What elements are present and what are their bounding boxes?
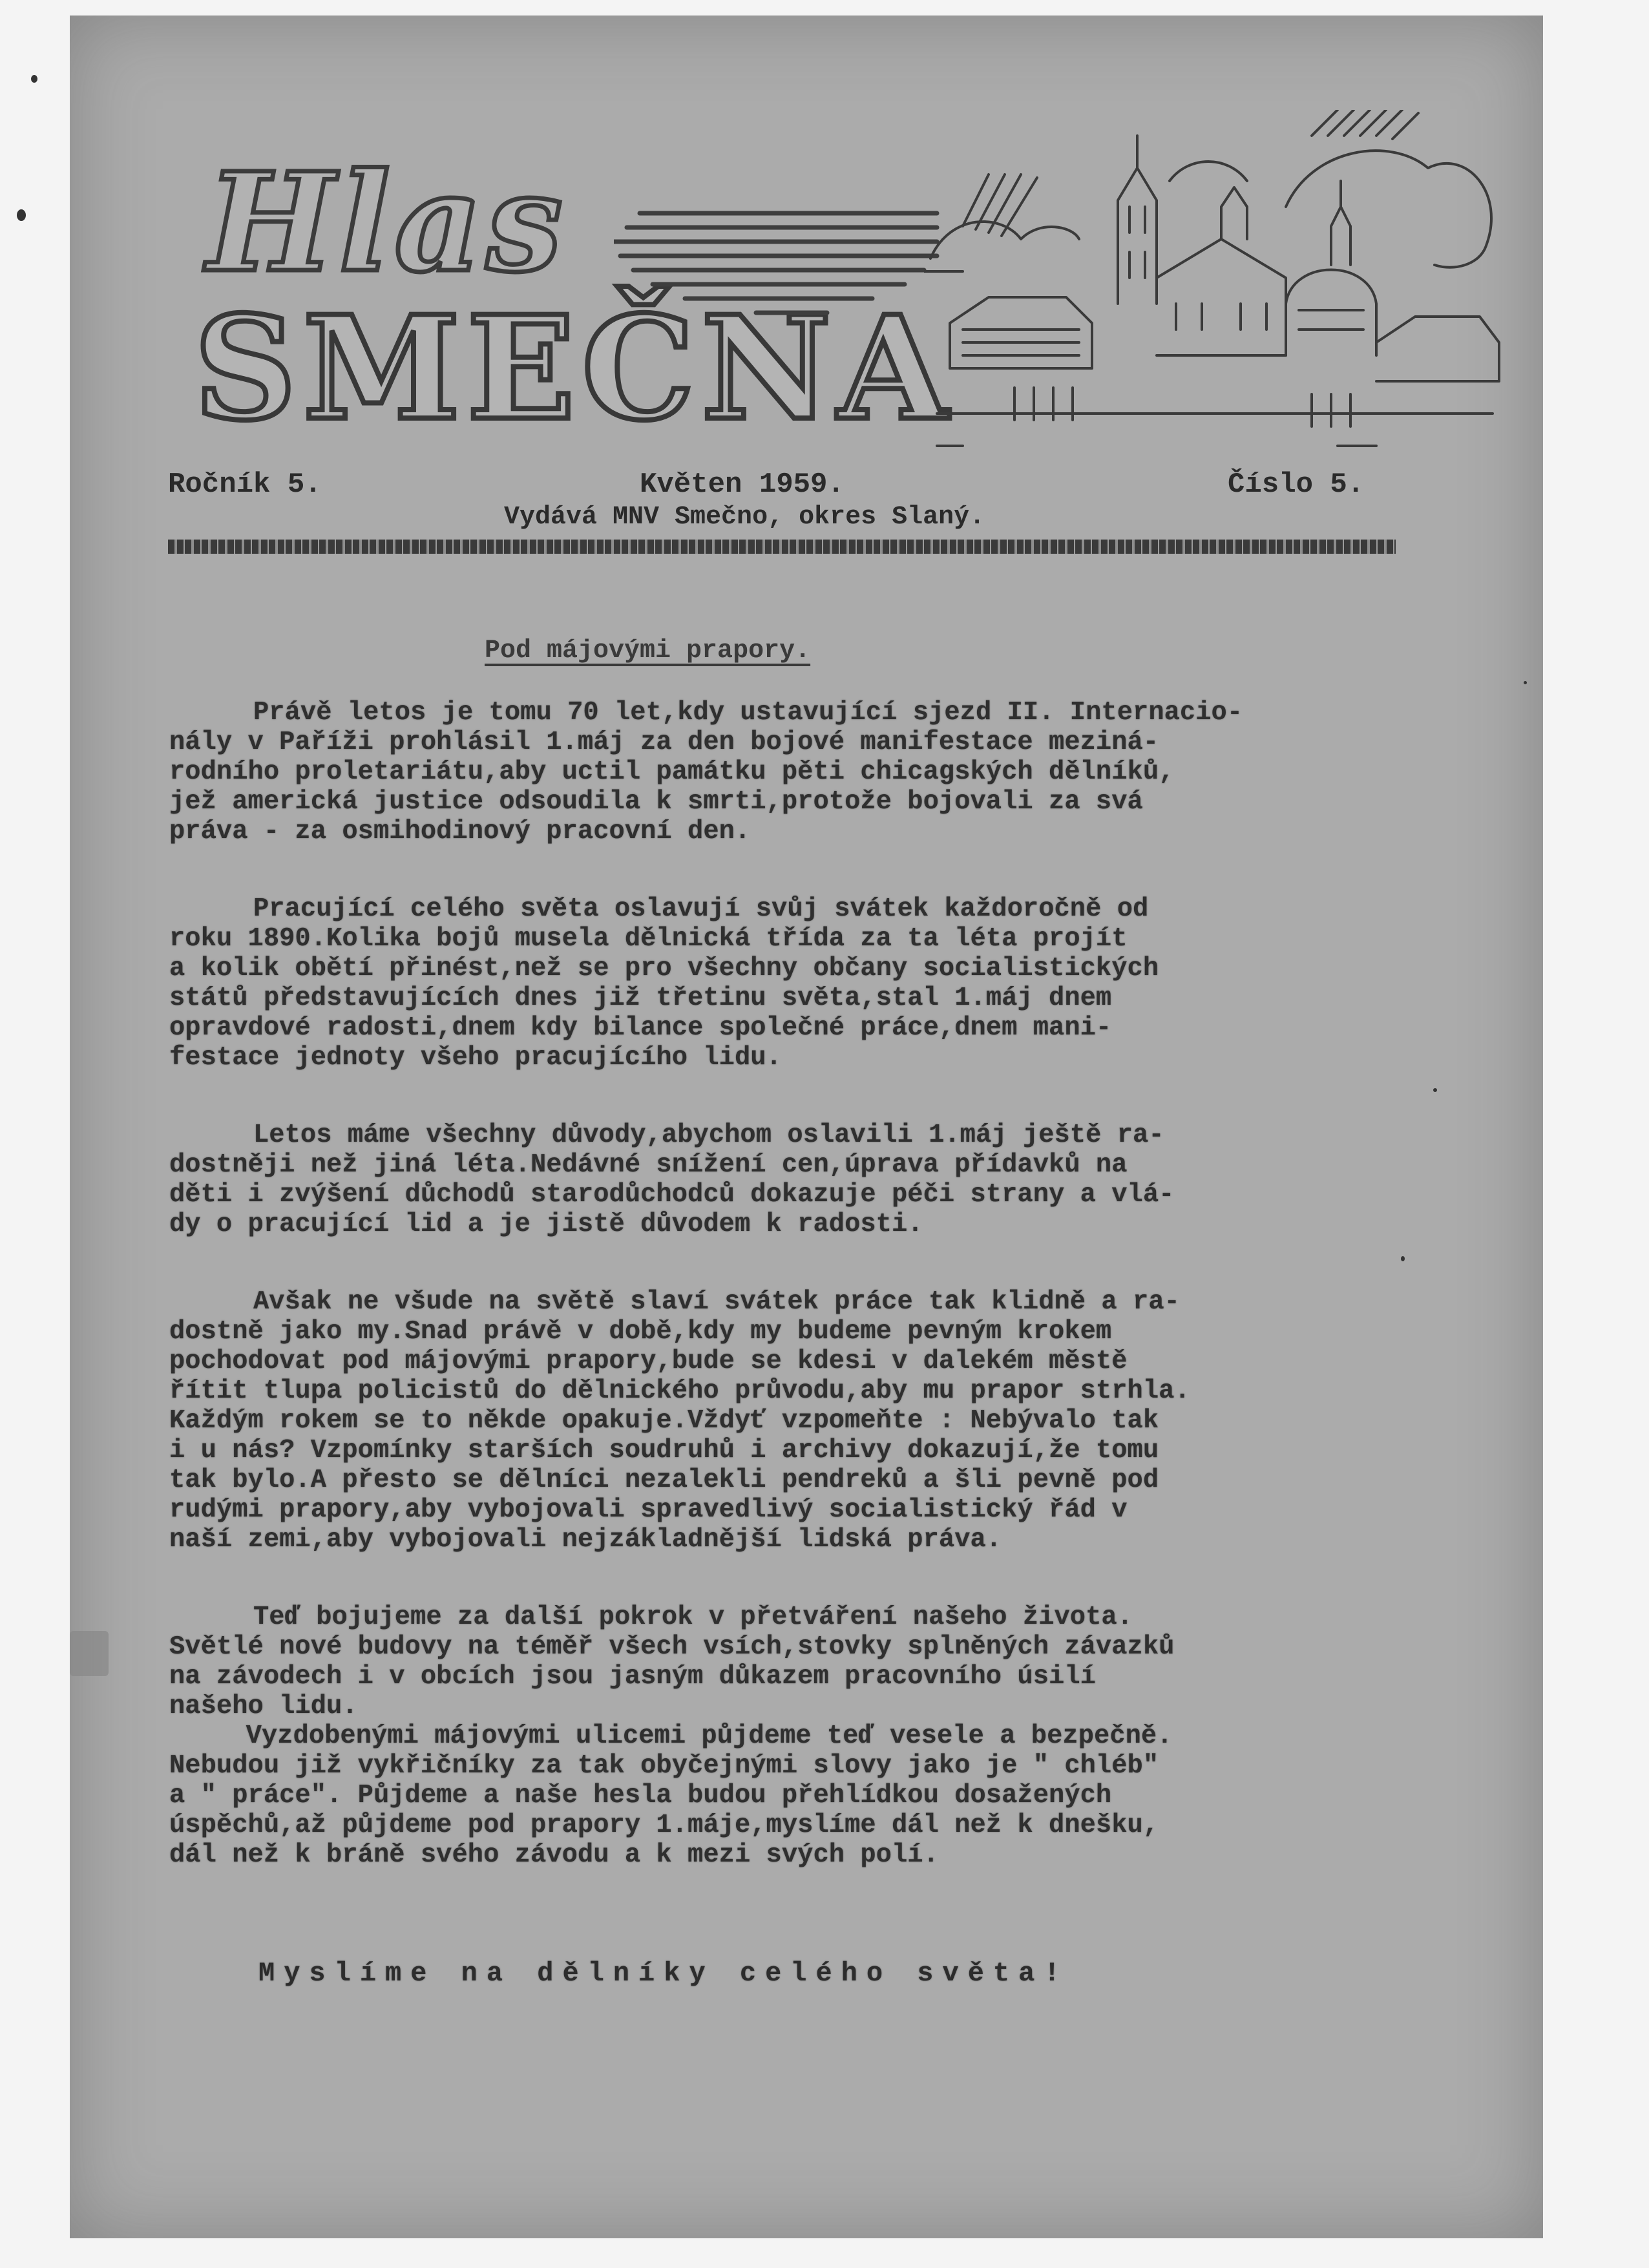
ink-speck bbox=[17, 209, 26, 221]
text-line: pochodovat pod májovými prapory,bude se kdesi v dalekém městě bbox=[169, 1347, 1128, 1376]
article-paragraph bbox=[169, 1721, 1462, 1870]
text-line: a kolik obětí přinést,než se pro všechny občany socialistických bbox=[169, 954, 1159, 983]
text-line: opravdové radosti,dnem kdy bilance společné práce,dnem mani- bbox=[169, 1013, 1112, 1043]
publisher-line: Vydává MNV Smečno, okres Slaný. bbox=[504, 503, 985, 532]
text-line: našeho lidu. bbox=[169, 1692, 358, 1721]
text-line: Nebudou již vykřičníky za tak obyčejnými slovy jako je " chléb" bbox=[169, 1751, 1159, 1781]
text-line: úspěchů,až půjdeme pod prapory 1.máje,myslíme dál než k dnešku, bbox=[169, 1811, 1159, 1840]
text-line: Avšak ne všude na světě slaví svátek práce tak klidně a ra- bbox=[253, 1287, 1180, 1317]
text-line: Právě letos je tomu 70 let,kdy ustavující sjezd II. Internacio- bbox=[253, 698, 1243, 728]
text-line: a " práce". Půjdeme a naše hesla budou přehlídkou dosažených bbox=[169, 1781, 1112, 1811]
article-paragraph bbox=[169, 1602, 1462, 1721]
text-line: Teď bojujeme za další pokrok v přetváření našeho života. bbox=[253, 1602, 1133, 1632]
text-line: Pracující celého světa oslavují svůj svátek každoročně od bbox=[253, 894, 1149, 924]
text-line: Každým rokem se to někde opakuje.Vždyť vzpomeňte : Nebývalo tak bbox=[169, 1406, 1159, 1436]
text-line: států představujících dnes již třetinu světa,stal 1.máj dnem bbox=[169, 983, 1112, 1013]
text-line: na závodech i v obcích jsou jasným důkazem pracovního úsilí bbox=[169, 1662, 1096, 1692]
masthead bbox=[97, 110, 1506, 472]
typed-divider-line bbox=[168, 540, 1396, 554]
article-body bbox=[169, 698, 1462, 1870]
text-line: Vyzdobenými májovými ulicemi půjdeme teď vesele a bezpečně. bbox=[215, 1721, 1173, 1751]
ink-speck bbox=[31, 75, 37, 83]
masthead-title-hlas: Hlas bbox=[207, 143, 567, 302]
text-line: rudými prapory,aby vybojovali spravedlivý socialistický řád v bbox=[169, 1495, 1128, 1525]
text-line: i u nás? Vzpomínky starších soudruhů i archivy dokazují,že tomu bbox=[169, 1436, 1159, 1465]
text-line: jež americká justice odsoudila k smrti,protože bojovali za svá bbox=[169, 787, 1143, 817]
closing-slogan: Myslíme na dělníky celého světa! bbox=[258, 1958, 1069, 1989]
text-line: naší zemi,aby vybojovali nejzákladnější lidská práva. bbox=[169, 1525, 1002, 1555]
issue-number: Číslo 5. bbox=[1228, 468, 1365, 501]
text-line: práva - za osmihodinový pracovní den. bbox=[169, 817, 751, 846]
text-line: dy o pracující lid a je jistě důvodem k radosti. bbox=[169, 1210, 923, 1239]
article-title: Pod májovými prapory. bbox=[485, 636, 811, 666]
article-paragraph bbox=[169, 698, 1462, 846]
town-church-illustration bbox=[924, 110, 1506, 472]
text-line: nály v Paříži prohlásil 1.máj za den bojové manifestace meziná- bbox=[169, 728, 1159, 757]
text-line: dál než k bráně svého závodu a k mezi svých polí. bbox=[169, 1840, 939, 1870]
volume-number: Ročník 5. bbox=[168, 468, 322, 501]
article-paragraph bbox=[169, 1120, 1462, 1239]
article-paragraph bbox=[169, 1287, 1462, 1555]
text-line: dostněji než jiná léta.Nedávné snížení cen,úprava přídavků na bbox=[169, 1150, 1128, 1180]
text-line: roku 1890.Kolika bojů musela dělnická třída za ta léta projít bbox=[169, 924, 1128, 954]
text-line: Světlé nové budovy na téměř všech vsích,stovky splněných závazků bbox=[169, 1632, 1175, 1662]
text-line: děti i zvýšení důchodů starodůchodců dokazuje péči strany a vlá- bbox=[169, 1180, 1175, 1210]
ink-speck bbox=[1524, 681, 1527, 684]
masthead-title-smecna: SMEČNA bbox=[194, 284, 954, 452]
speed-lines-decoration bbox=[614, 200, 950, 330]
text-line: řítit tlupa policistů do dělnického průvodu,aby mu prapor strhla. bbox=[169, 1376, 1190, 1406]
text-line: festace jednoty všeho pracujícího lidu. bbox=[169, 1043, 782, 1073]
text-line: Letos máme všechny důvody,abychom oslavili 1.máj ještě ra- bbox=[253, 1120, 1164, 1150]
text-line: dostně jako my.Snad právě v době,kdy my budeme pevným krokem bbox=[169, 1317, 1112, 1347]
text-line: tak bylo.A přesto se dělníci nezalekli pendreků a šli pevně pod bbox=[169, 1465, 1159, 1495]
ink-smudge bbox=[70, 1631, 109, 1676]
article-paragraph bbox=[169, 894, 1462, 1073]
text-line: rodního proletariátu,aby uctil památku pěti chicagských dělníků, bbox=[169, 757, 1175, 787]
issue-date: Květen 1959. bbox=[640, 468, 845, 501]
